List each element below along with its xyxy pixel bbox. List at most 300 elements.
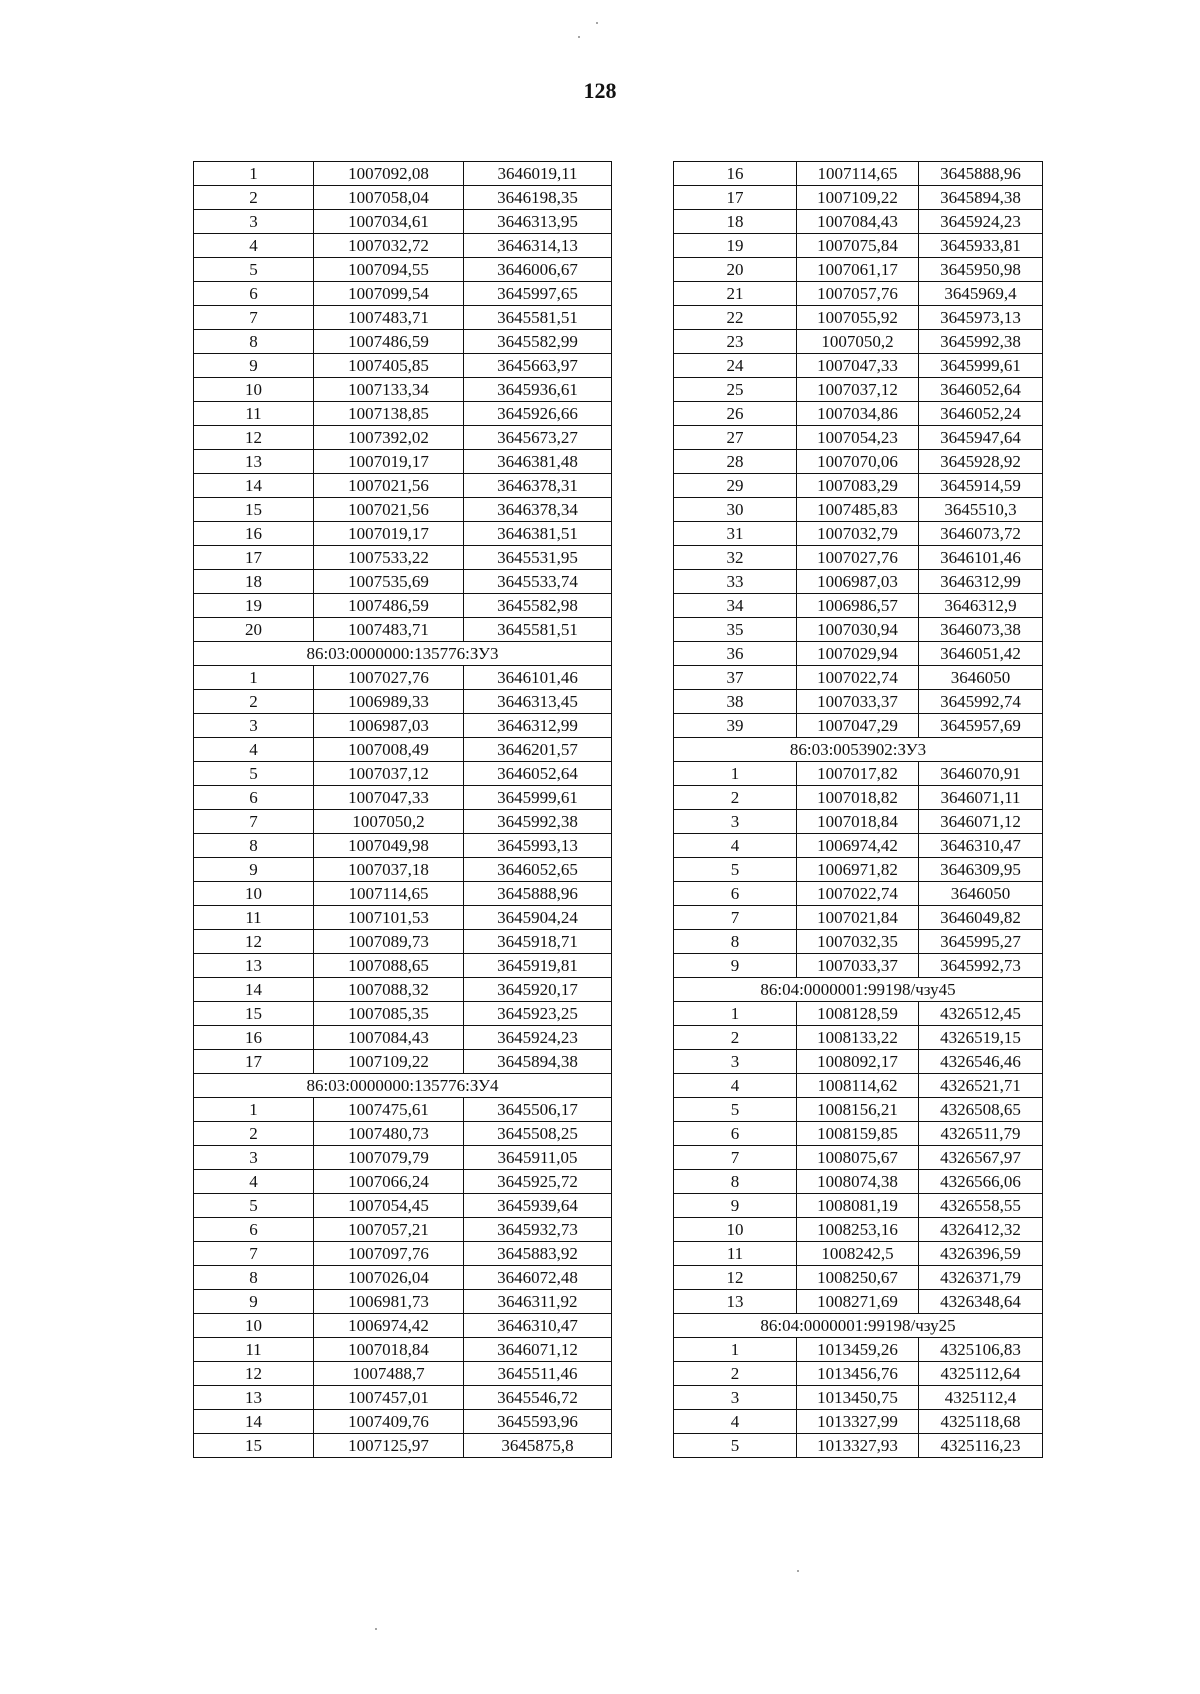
y-coordinate: 4326396,59 <box>919 1242 1043 1266</box>
x-coordinate: 1006987,03 <box>797 570 919 594</box>
y-coordinate: 3646310,47 <box>464 1314 612 1338</box>
y-coordinate: 3646313,45 <box>464 690 612 714</box>
point-number: 20 <box>194 618 314 642</box>
section-header-row <box>194 1074 612 1098</box>
y-coordinate: 4326512,45 <box>919 1002 1043 1026</box>
table-row <box>194 858 612 882</box>
table-row <box>194 306 612 330</box>
table-row <box>194 1194 612 1218</box>
table-row <box>194 1002 612 1026</box>
table-row <box>674 186 1043 210</box>
point-number: 15 <box>194 1002 314 1026</box>
y-coordinate: 3645531,95 <box>464 546 612 570</box>
point-number: 14 <box>194 978 314 1002</box>
table-row <box>194 762 612 786</box>
x-coordinate: 1007138,85 <box>314 402 464 426</box>
y-coordinate: 3646309,95 <box>919 858 1043 882</box>
x-coordinate: 1007114,65 <box>314 882 464 906</box>
x-coordinate: 1007088,32 <box>314 978 464 1002</box>
parcel-number: 86:03:0053902:ЗУ3 <box>674 738 1043 762</box>
x-coordinate: 1007089,73 <box>314 930 464 954</box>
x-coordinate: 1006989,33 <box>314 690 464 714</box>
y-coordinate: 3645581,51 <box>464 306 612 330</box>
x-coordinate: 1007485,83 <box>797 498 919 522</box>
point-number: 3 <box>674 1386 797 1410</box>
y-coordinate: 3645894,38 <box>464 1050 612 1074</box>
point-number: 8 <box>194 1266 314 1290</box>
table-row <box>674 1434 1043 1458</box>
y-coordinate: 3645993,13 <box>464 834 612 858</box>
x-coordinate: 1006986,57 <box>797 594 919 618</box>
y-coordinate: 3646101,46 <box>919 546 1043 570</box>
x-coordinate: 1007018,84 <box>797 810 919 834</box>
x-coordinate: 1008114,62 <box>797 1074 919 1098</box>
table-row <box>194 714 612 738</box>
point-number: 28 <box>674 450 797 474</box>
x-coordinate: 1013327,93 <box>797 1434 919 1458</box>
y-coordinate: 3645911,05 <box>464 1146 612 1170</box>
point-number: 6 <box>194 1218 314 1242</box>
x-coordinate: 1007037,12 <box>314 762 464 786</box>
x-coordinate: 1007033,37 <box>797 954 919 978</box>
point-number: 4 <box>674 834 797 858</box>
table-row <box>674 1266 1043 1290</box>
x-coordinate: 1007047,29 <box>797 714 919 738</box>
x-coordinate: 1007066,24 <box>314 1170 464 1194</box>
x-coordinate: 1007057,21 <box>314 1218 464 1242</box>
section-header-row <box>194 642 612 666</box>
table-row <box>674 810 1043 834</box>
y-coordinate: 3646006,67 <box>464 258 612 282</box>
point-number: 39 <box>674 714 797 738</box>
y-coordinate: 3645973,13 <box>919 306 1043 330</box>
point-number: 11 <box>194 402 314 426</box>
y-coordinate: 4326508,65 <box>919 1098 1043 1122</box>
point-number: 1 <box>674 762 797 786</box>
y-coordinate: 3645923,25 <box>464 1002 612 1026</box>
point-number: 1 <box>194 666 314 690</box>
y-coordinate: 3646381,48 <box>464 450 612 474</box>
table-row <box>674 762 1043 786</box>
point-number: 6 <box>674 882 797 906</box>
x-coordinate: 1007101,53 <box>314 906 464 930</box>
table-row <box>194 474 612 498</box>
point-number: 7 <box>674 1146 797 1170</box>
x-coordinate: 1007405,85 <box>314 354 464 378</box>
table-row <box>674 1338 1043 1362</box>
point-number: 30 <box>674 498 797 522</box>
y-coordinate: 3646310,47 <box>919 834 1043 858</box>
point-number: 31 <box>674 522 797 546</box>
table-row <box>194 1386 612 1410</box>
x-coordinate: 1007057,76 <box>797 282 919 306</box>
table-row <box>674 354 1043 378</box>
table-row <box>674 1362 1043 1386</box>
point-number: 16 <box>194 522 314 546</box>
table-row <box>194 1338 612 1362</box>
x-coordinate: 1007483,71 <box>314 618 464 642</box>
x-coordinate: 1007030,94 <box>797 618 919 642</box>
y-coordinate: 3645875,8 <box>464 1434 612 1458</box>
x-coordinate: 1007535,69 <box>314 570 464 594</box>
point-number: 12 <box>194 426 314 450</box>
point-number: 9 <box>194 354 314 378</box>
table-row <box>674 930 1043 954</box>
y-coordinate: 3646312,99 <box>919 570 1043 594</box>
table-row <box>194 1050 612 1074</box>
table-row <box>194 1266 612 1290</box>
point-number: 32 <box>674 546 797 570</box>
y-coordinate: 3645969,4 <box>919 282 1043 306</box>
point-number: 9 <box>674 1194 797 1218</box>
scan-speck <box>596 22 598 24</box>
point-number: 33 <box>674 570 797 594</box>
table-row <box>194 210 612 234</box>
table-row <box>194 930 612 954</box>
x-coordinate: 1007092,08 <box>314 162 464 186</box>
x-coordinate: 1007022,74 <box>797 666 919 690</box>
table-row <box>194 234 612 258</box>
x-coordinate: 1007033,37 <box>797 690 919 714</box>
point-number: 1 <box>194 1098 314 1122</box>
y-coordinate: 3645928,92 <box>919 450 1043 474</box>
point-number: 19 <box>194 594 314 618</box>
table-row <box>194 882 612 906</box>
table-row <box>674 954 1043 978</box>
parcel-number: 86:04:0000001:99198/чзу45 <box>674 978 1043 1002</box>
y-coordinate: 3645939,64 <box>464 1194 612 1218</box>
point-number: 2 <box>194 690 314 714</box>
y-coordinate: 3646052,64 <box>464 762 612 786</box>
point-number: 13 <box>194 1386 314 1410</box>
y-coordinate: 3646073,38 <box>919 618 1043 642</box>
table-row <box>674 1218 1043 1242</box>
point-number: 8 <box>674 1170 797 1194</box>
point-number: 5 <box>194 1194 314 1218</box>
x-coordinate: 1007084,43 <box>314 1026 464 1050</box>
table-row <box>194 282 612 306</box>
table-row <box>194 258 612 282</box>
point-number: 9 <box>674 954 797 978</box>
x-coordinate: 1007409,76 <box>314 1410 464 1434</box>
point-number: 3 <box>194 1146 314 1170</box>
x-coordinate: 1007027,76 <box>797 546 919 570</box>
y-coordinate: 3645995,27 <box>919 930 1043 954</box>
y-coordinate: 3645510,3 <box>919 498 1043 522</box>
y-coordinate: 4326567,97 <box>919 1146 1043 1170</box>
y-coordinate: 4325118,68 <box>919 1410 1043 1434</box>
point-number: 11 <box>194 906 314 930</box>
table-row <box>674 1290 1043 1314</box>
y-coordinate: 3646071,12 <box>919 810 1043 834</box>
point-number: 5 <box>674 858 797 882</box>
x-coordinate: 1008133,22 <box>797 1026 919 1050</box>
point-number: 2 <box>674 786 797 810</box>
table-row <box>674 450 1043 474</box>
point-number: 5 <box>194 762 314 786</box>
table-row <box>194 402 612 426</box>
table-row <box>674 1122 1043 1146</box>
x-coordinate: 1007037,12 <box>797 378 919 402</box>
table-row <box>194 738 612 762</box>
y-coordinate: 3646381,51 <box>464 522 612 546</box>
point-number: 6 <box>194 786 314 810</box>
x-coordinate: 1008074,38 <box>797 1170 919 1194</box>
table-row <box>674 666 1043 690</box>
y-coordinate: 3645673,27 <box>464 426 612 450</box>
point-number: 9 <box>194 1290 314 1314</box>
point-number: 24 <box>674 354 797 378</box>
table-row <box>194 354 612 378</box>
x-coordinate: 1008159,85 <box>797 1122 919 1146</box>
point-number: 29 <box>674 474 797 498</box>
point-number: 10 <box>194 882 314 906</box>
x-coordinate: 1013450,75 <box>797 1386 919 1410</box>
y-coordinate: 4325116,23 <box>919 1434 1043 1458</box>
x-coordinate: 1007114,65 <box>797 162 919 186</box>
table-row <box>194 162 612 186</box>
table-row <box>674 546 1043 570</box>
y-coordinate: 3645992,73 <box>919 954 1043 978</box>
x-coordinate: 1007026,04 <box>314 1266 464 1290</box>
y-coordinate: 3646201,57 <box>464 738 612 762</box>
table-row <box>674 402 1043 426</box>
y-coordinate: 3646101,46 <box>464 666 612 690</box>
x-coordinate: 1007088,65 <box>314 954 464 978</box>
y-coordinate: 3645992,38 <box>919 330 1043 354</box>
y-coordinate: 3646312,9 <box>919 594 1043 618</box>
table-row <box>674 282 1043 306</box>
section-header-row <box>674 738 1043 762</box>
y-coordinate: 4326519,15 <box>919 1026 1043 1050</box>
table-row <box>674 1002 1043 1026</box>
point-number: 18 <box>674 210 797 234</box>
y-coordinate: 3646070,91 <box>919 762 1043 786</box>
x-coordinate: 1007019,17 <box>314 522 464 546</box>
x-coordinate: 1007050,2 <box>797 330 919 354</box>
y-coordinate: 3645932,73 <box>464 1218 612 1242</box>
y-coordinate: 4325106,83 <box>919 1338 1043 1362</box>
y-coordinate: 3645914,59 <box>919 474 1043 498</box>
y-coordinate: 3645508,25 <box>464 1122 612 1146</box>
x-coordinate: 1007049,98 <box>314 834 464 858</box>
y-coordinate: 3645947,64 <box>919 426 1043 450</box>
y-coordinate: 3646050 <box>919 882 1043 906</box>
table-row <box>674 1194 1043 1218</box>
point-number: 2 <box>674 1362 797 1386</box>
table-row <box>674 234 1043 258</box>
table-row <box>674 1098 1043 1122</box>
y-coordinate: 3645992,38 <box>464 810 612 834</box>
point-number: 1 <box>674 1338 797 1362</box>
point-number: 37 <box>674 666 797 690</box>
point-number: 38 <box>674 690 797 714</box>
y-coordinate: 3646313,95 <box>464 210 612 234</box>
x-coordinate: 1007008,49 <box>314 738 464 762</box>
x-coordinate: 1007475,61 <box>314 1098 464 1122</box>
point-number: 5 <box>194 258 314 282</box>
point-number: 4 <box>194 1170 314 1194</box>
y-coordinate: 3645593,96 <box>464 1410 612 1434</box>
table-row <box>674 426 1043 450</box>
x-coordinate: 1007392,02 <box>314 426 464 450</box>
y-coordinate: 4325112,64 <box>919 1362 1043 1386</box>
point-number: 4 <box>674 1410 797 1434</box>
point-number: 8 <box>194 834 314 858</box>
x-coordinate: 1006987,03 <box>314 714 464 738</box>
table-row <box>194 1146 612 1170</box>
y-coordinate: 3645926,66 <box>464 402 612 426</box>
point-number: 3 <box>194 210 314 234</box>
point-number: 3 <box>674 810 797 834</box>
point-number: 26 <box>674 402 797 426</box>
section-header-row <box>674 1314 1043 1338</box>
point-number: 5 <box>674 1434 797 1458</box>
x-coordinate: 1008075,67 <box>797 1146 919 1170</box>
x-coordinate: 1007029,94 <box>797 642 919 666</box>
table-row <box>194 1170 612 1194</box>
table-row <box>194 1362 612 1386</box>
table-row <box>674 306 1043 330</box>
y-coordinate: 3645533,74 <box>464 570 612 594</box>
table-row <box>194 1122 612 1146</box>
x-coordinate: 1007027,76 <box>314 666 464 690</box>
y-coordinate: 3645933,81 <box>919 234 1043 258</box>
table-row <box>194 1218 612 1242</box>
table-row <box>194 618 612 642</box>
x-coordinate: 1007084,43 <box>797 210 919 234</box>
table-row <box>194 1410 612 1434</box>
x-coordinate: 1007050,2 <box>314 810 464 834</box>
table-row <box>194 426 612 450</box>
point-number: 14 <box>194 1410 314 1434</box>
table-row <box>194 978 612 1002</box>
section-header-row <box>674 978 1043 1002</box>
point-number: 22 <box>674 306 797 330</box>
x-coordinate: 1008092,17 <box>797 1050 919 1074</box>
point-number: 12 <box>194 1362 314 1386</box>
x-coordinate: 1007075,84 <box>797 234 919 258</box>
x-coordinate: 1007032,35 <box>797 930 919 954</box>
y-coordinate: 3646049,82 <box>919 906 1043 930</box>
y-coordinate: 3645918,71 <box>464 930 612 954</box>
table-row <box>194 186 612 210</box>
table-row <box>194 1290 612 1314</box>
x-coordinate: 1007486,59 <box>314 330 464 354</box>
table-row <box>194 810 612 834</box>
point-number: 10 <box>194 378 314 402</box>
table-row <box>674 1242 1043 1266</box>
point-number: 8 <box>194 330 314 354</box>
table-row <box>194 1026 612 1050</box>
y-coordinate: 3645888,96 <box>919 162 1043 186</box>
point-number: 17 <box>194 1050 314 1074</box>
table-row <box>674 1050 1043 1074</box>
table-row <box>674 474 1043 498</box>
y-coordinate: 4326511,79 <box>919 1122 1043 1146</box>
y-coordinate: 3645894,38 <box>919 186 1043 210</box>
x-coordinate: 1007094,55 <box>314 258 464 282</box>
x-coordinate: 1007133,34 <box>314 378 464 402</box>
table-row <box>194 450 612 474</box>
table-row <box>674 786 1043 810</box>
table-row <box>674 858 1043 882</box>
x-coordinate: 1007486,59 <box>314 594 464 618</box>
table-row <box>194 498 612 522</box>
parcel-number: 86:03:0000000:135776:ЗУ3 <box>194 642 612 666</box>
y-coordinate: 3645506,17 <box>464 1098 612 1122</box>
y-coordinate: 3646050 <box>919 666 1043 690</box>
point-number: 7 <box>674 906 797 930</box>
y-coordinate: 3645904,24 <box>464 906 612 930</box>
right-table-body <box>674 162 1043 1458</box>
y-coordinate: 3645582,98 <box>464 594 612 618</box>
x-coordinate: 1007019,17 <box>314 450 464 474</box>
y-coordinate: 3645992,74 <box>919 690 1043 714</box>
x-coordinate: 1006974,42 <box>314 1314 464 1338</box>
table-row <box>674 834 1043 858</box>
y-coordinate: 3645924,23 <box>919 210 1043 234</box>
table-row <box>674 330 1043 354</box>
table-row <box>194 690 612 714</box>
point-number: 11 <box>194 1338 314 1362</box>
point-number: 7 <box>194 810 314 834</box>
x-coordinate: 1007099,54 <box>314 282 464 306</box>
table-row <box>674 594 1043 618</box>
y-coordinate: 3646312,99 <box>464 714 612 738</box>
point-number: 12 <box>194 930 314 954</box>
table-row <box>194 834 612 858</box>
point-number: 16 <box>674 162 797 186</box>
x-coordinate: 1007488,7 <box>314 1362 464 1386</box>
y-coordinate: 3646314,13 <box>464 234 612 258</box>
x-coordinate: 1007017,82 <box>797 762 919 786</box>
point-number: 6 <box>674 1122 797 1146</box>
y-coordinate: 3646378,34 <box>464 498 612 522</box>
x-coordinate: 1006974,42 <box>797 834 919 858</box>
table-row <box>194 594 612 618</box>
x-coordinate: 1007083,29 <box>797 474 919 498</box>
point-number: 10 <box>674 1218 797 1242</box>
table-row <box>194 954 612 978</box>
x-coordinate: 1007457,01 <box>314 1386 464 1410</box>
page-number: 128 <box>583 78 617 103</box>
point-number: 15 <box>194 1434 314 1458</box>
point-number: 3 <box>194 714 314 738</box>
y-coordinate: 4326566,06 <box>919 1170 1043 1194</box>
y-coordinate: 3646073,72 <box>919 522 1043 546</box>
parcel-number: 86:04:0000001:99198/чзу25 <box>674 1314 1043 1338</box>
table-row <box>674 498 1043 522</box>
x-coordinate: 1007047,33 <box>314 786 464 810</box>
point-number: 1 <box>674 1002 797 1026</box>
point-number: 2 <box>194 186 314 210</box>
point-number: 34 <box>674 594 797 618</box>
point-number: 9 <box>194 858 314 882</box>
point-number: 13 <box>194 954 314 978</box>
table-row <box>674 642 1043 666</box>
table-row <box>674 714 1043 738</box>
point-number: 2 <box>194 1122 314 1146</box>
table-row <box>674 1170 1043 1194</box>
x-coordinate: 1007037,18 <box>314 858 464 882</box>
y-coordinate: 3645997,65 <box>464 282 612 306</box>
x-coordinate: 1008156,21 <box>797 1098 919 1122</box>
y-coordinate: 4326371,79 <box>919 1266 1043 1290</box>
y-coordinate: 3646071,12 <box>464 1338 612 1362</box>
x-coordinate: 1007079,79 <box>314 1146 464 1170</box>
x-coordinate: 1007125,97 <box>314 1434 464 1458</box>
